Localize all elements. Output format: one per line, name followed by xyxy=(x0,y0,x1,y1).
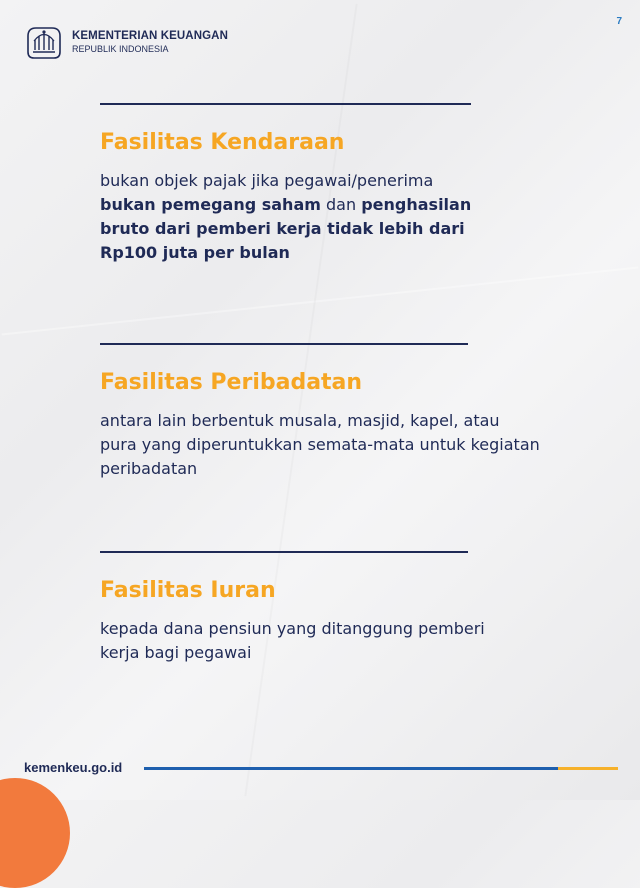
corner-accent-circle xyxy=(0,778,70,888)
section-divider xyxy=(100,103,471,105)
section-title: Fasilitas Peribadatan xyxy=(100,370,363,395)
body-text: bukan objek pajak jika pegawai/penerima xyxy=(100,171,434,190)
page-number: 7 xyxy=(616,16,622,27)
body-bold-text: bukan pemegang saham xyxy=(100,195,321,214)
body-text: dan xyxy=(320,195,362,214)
section-divider xyxy=(100,343,468,345)
body-text: antara lain berbentuk musala, masjid, kapel, atau pura yang diperuntukkan semata-mata untuk kegiatan peribadatan xyxy=(100,411,540,478)
section-body xyxy=(100,617,520,665)
paper-texture xyxy=(2,267,639,336)
section-body xyxy=(100,409,540,481)
paper-texture xyxy=(244,4,357,796)
footer-website-link[interactable]: kemenkeu.go.id xyxy=(24,760,123,775)
footer-bar-blue xyxy=(144,767,558,770)
header xyxy=(24,22,228,62)
section-title: Fasilitas Iuran xyxy=(100,578,276,603)
ministry-subtitle: REPUBLIK INDONESIA xyxy=(72,43,169,54)
footer-bar-yellow xyxy=(558,767,618,770)
kemenkeu-emblem-icon xyxy=(24,22,64,62)
body-text: kepada dana pensiun yang ditanggung pemberi kerja bagi pegawai xyxy=(100,619,485,662)
ministry-name: KEMENTERIAN KEUANGAN xyxy=(72,29,228,42)
section-body xyxy=(100,169,490,265)
section-title: Fasilitas Kendaraan xyxy=(100,130,345,155)
section-divider xyxy=(100,551,468,553)
body-bold-text: penghasilan bruto dari pemberi kerja tidak lebih dari Rp100 juta per bulan xyxy=(100,195,472,262)
